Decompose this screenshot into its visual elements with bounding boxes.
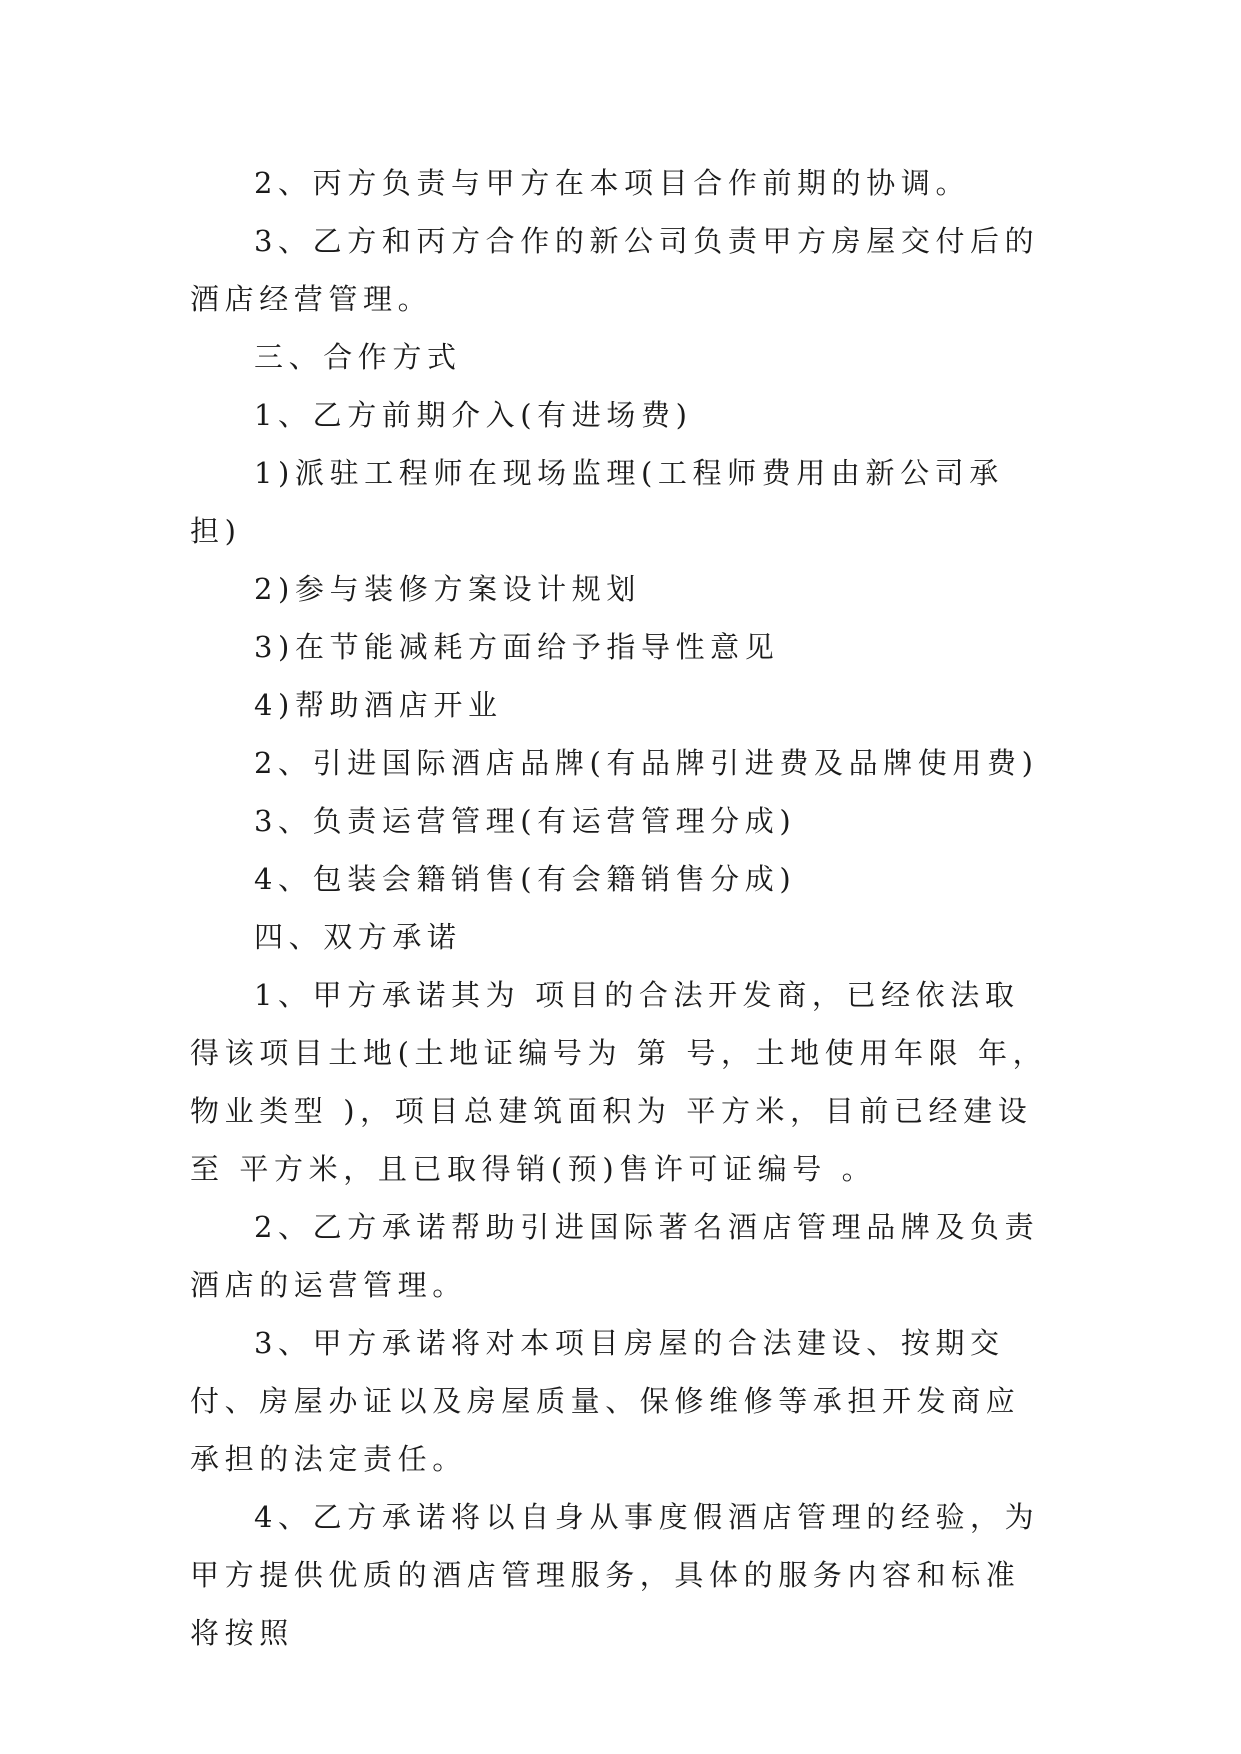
list-item-energy-guidance: 3)在节能减耗方面给予指导性意见 [254,630,780,664]
paragraph-brand-introduction: 2、引进国际酒店品牌(有品牌引进费及品牌使用费) [254,746,1039,780]
paragraph-party-b-brand-commitment: 2、乙方承诺帮助引进国际著名酒店管理品牌及负责酒店的运营管理。 [190,1210,1040,1302]
list-item-hotel-opening: 4)帮助酒店开业 [254,688,503,722]
paragraph-early-intervention: 1、乙方前期介入(有进场费) [254,398,693,432]
list-item-design-planning: 2)参与装修方案设计规划 [254,572,641,606]
paragraph-new-company-management: 3、乙方和丙方合作的新公司负责甲方房屋交付后的酒店经营管理。 [190,224,1040,316]
paragraph-membership-sales: 4、包装会籍销售(有会籍销售分成) [254,862,797,896]
paragraph-party-a-developer-commitment: 1、甲方承诺其为 项目的合法开发商，已经依法取得该项目土地(土地证编号为 第 号，土地使用年限 年，物业类型 )，项目总建筑面积为 平方米，目前已经建设至 平方米，且已取得销(预)售许可证编号 。 [190,978,1048,1186]
paragraph-party-c-coordination: 2、丙方负责与甲方在本项目合作前期的协调。 [254,166,971,200]
paragraph-party-a-legal-responsibility: 3、甲方承诺将对本项目房屋的合法建设、按期交付、房屋办证以及房屋质量、保修维修等承担开发商应承担的法定责任。 [190,1326,1021,1476]
list-item-engineer-supervision: 1)派驻工程师在现场监理(工程师费用由新公司承担) [190,456,1004,548]
paragraph-party-b-service-commitment: 4、乙方承诺将以自身从事度假酒店管理的经验，为甲方提供优质的酒店管理服务，具体的服务内容和标准将按照 [190,1500,1040,1650]
section-heading-mutual-commitments: 四、双方承诺 [254,920,462,954]
section-heading-cooperation-method: 三、合作方式 [254,340,462,374]
paragraph-operation-management: 3、负责运营管理(有运营管理分成) [254,804,797,838]
document-page [190,154,1052,1662]
